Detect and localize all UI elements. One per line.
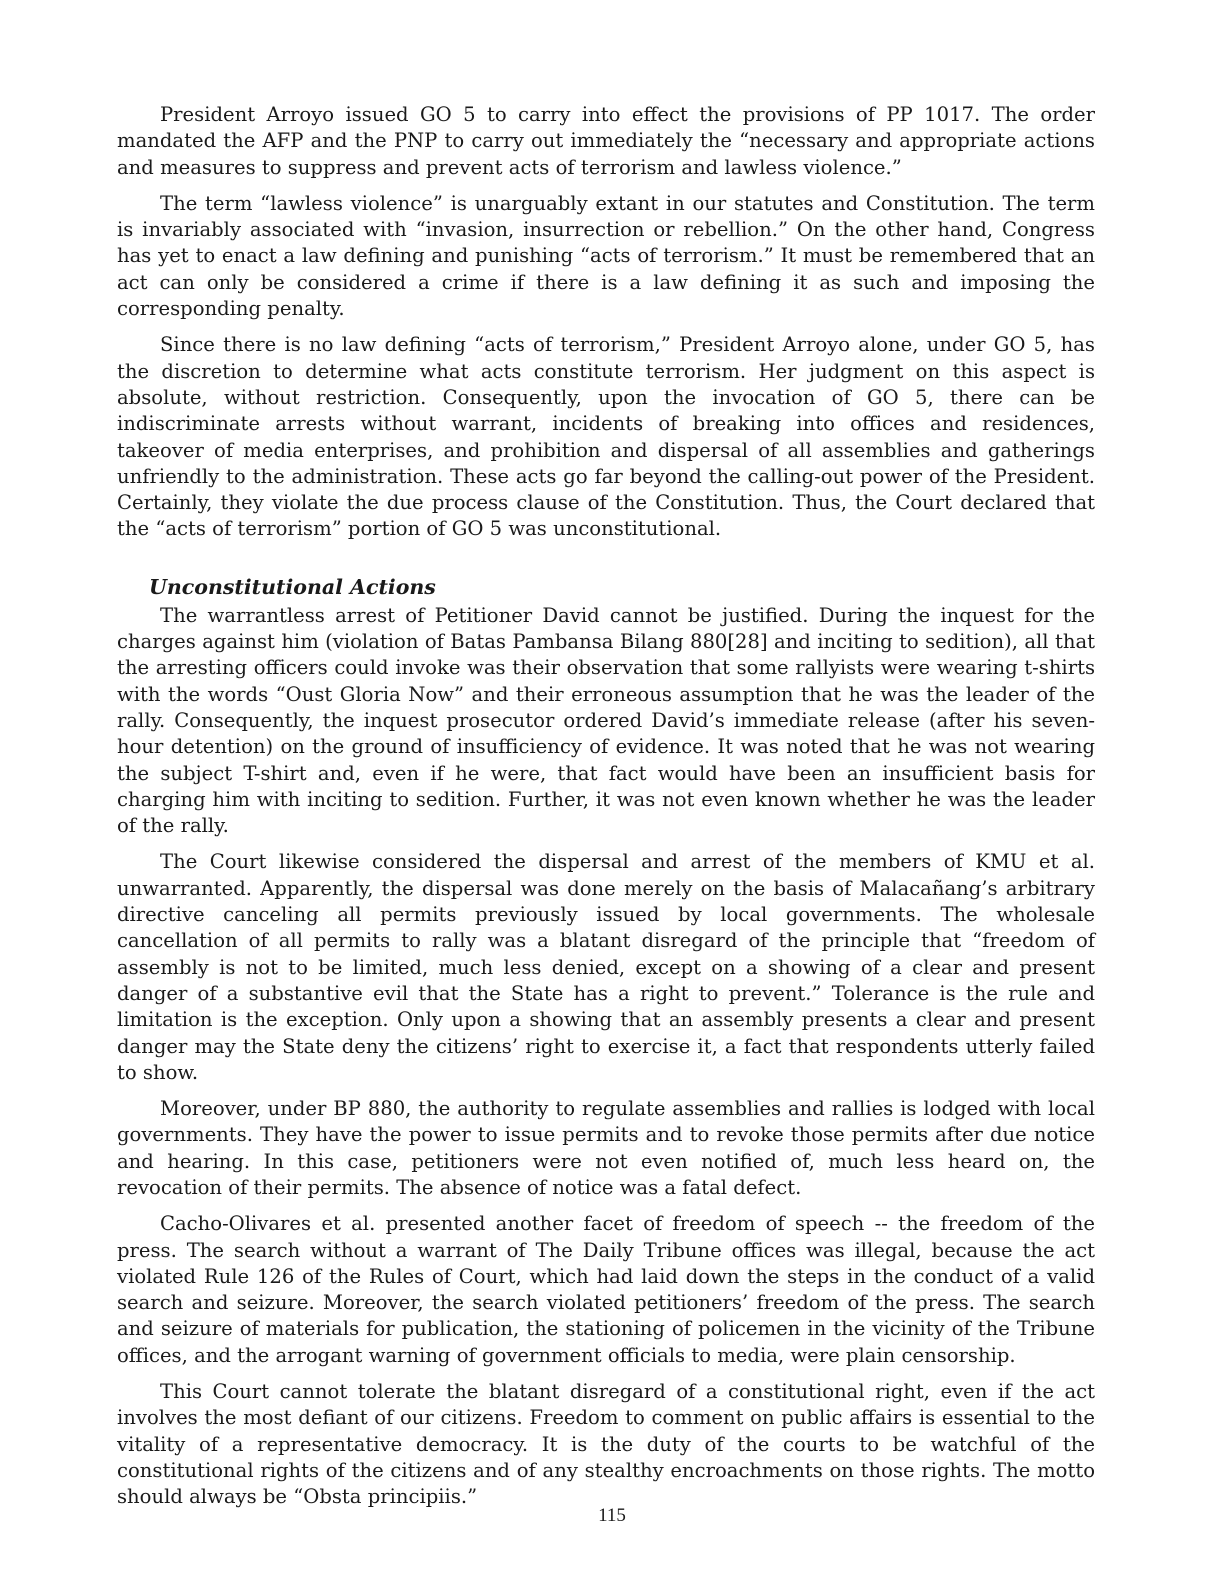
page-body	[117, 102, 1095, 1521]
page-number: 115	[598, 1505, 626, 1526]
paragraph: Since there is no law defining “acts of terrorism,” President Arroyo alone, under GO 5, has the discretion to determine what acts constitute terrorism. Her judgment on this aspect is absolute, without restriction. Consequently, upon the invocation of GO 5, there can be indiscriminate arrests without warrant, incidents of breaking into offices and residences, takeover of media enterprises, and prohibition and dispersal of all assemblies and gatherings unfriendly to the administration. These acts go far beyond the calling-out power of the President. Certainly, they violate the due process clause of the Constitution. Thus, the Court declared that the “acts of terrorism” portion of GO 5 was unconstitutional.	[117, 333, 1095, 541]
paragraph: Cacho-Olivares et al. presented another facet of freedom of speech -- the freedom of the press. The search without a warrant of The Daily Tribune offices was illegal, because the act violated Rule 126 of the Rules of Court, which had laid down the steps in the conduct of a valid search and seizure. Moreover, the search violated petitioners’ freedom of the press. The search and seizure of materials for publication, the stationing of policemen in the vicinity of the Tribune offices, and the arrogant warning of government officials to media, were plain censorship.	[117, 1212, 1095, 1367]
paragraph: This Court cannot tolerate the blatant disregard of a constitutional right, even if the act involves the most defiant of our citizens. Freedom to comment on public affairs is essential to the vitality of a representative democracy. It is the duty of the courts to be watchful of the constitutional rights of the citizens and of any stealthy encroachments on those rights. The motto should always be “Obsta principiis.”	[117, 1380, 1095, 1509]
paragraph: The term “lawless violence” is unarguably extant in our statutes and Constitution. The term is invariably associated with “invasion, insurrection or rebellion.” On the other hand, Congress has yet to enact a law defining and punishing “acts of terrorism.” It must be remembered that an act can only be considered a crime if there is a law defining it as such and imposing the corresponding penalty.	[117, 191, 1095, 321]
paragraph: Moreover, under BP 880, the authority to regulate assemblies and rallies is lodged with local governments. They have the power to issue permits and to revoke those permits after due notice and hearing. In this case, petitioners were not even notified of, much less heard on, the revocation of their permits. The absence of notice was a fatal defect.	[117, 1097, 1095, 1199]
paragraph: President Arroyo issued GO 5 to carry into effect the provisions of PP 1017. The order mandated the AFP and the PNP to carry out immediately the “necessary and appropriate actions and measures to suppress and prevent acts of terrorism and lawless violence.”	[117, 103, 1095, 179]
paragraph: The Court likewise considered the dispersal and arrest of the members of KMU et al. unwarranted. Apparently, the dispersal was done merely on the basis of Malacañang’s arbitrary directive canceling all permits previously issued by local governments. The wholesale cancellation of all permits to rally was a blatant disregard of the principle that “freedom of assembly is not to be limited, much less denied, except on a showing of a clear and present danger of a substantive evil that the State has a right to prevent.” Tolerance is the rule and limitation is the exception. Only upon a showing that an assembly presents a clear and present danger may the State deny the citizens’ right to exercise it, a fact that respondents utterly failed to show.	[117, 850, 1095, 1084]
paragraph: The warrantless arrest of Petitioner David cannot be justified. During the inquest for the charges against him (violation of Batas Pambansa Bilang 880[28] and inciting to sedition), all that the arresting officers could invoke was their observation that some rallyists were wearing t-shirts with the words “Oust Gloria Now” and their erroneous assumption that he was the leader of the rally. Consequently, the inquest prosecutor ordered David’s immediate release (after his seven-hour detention) on the ground of insufficiency of evidence. It was noted that he was not wearing the subject T-shirt and, even if he were, that fact would have been an insufficient basis for charging him with inciting to sedition. Further, it was not even known whether he was the leader of the rally.	[117, 603, 1095, 838]
section-heading: Unconstitutional Actions	[149, 574, 436, 599]
